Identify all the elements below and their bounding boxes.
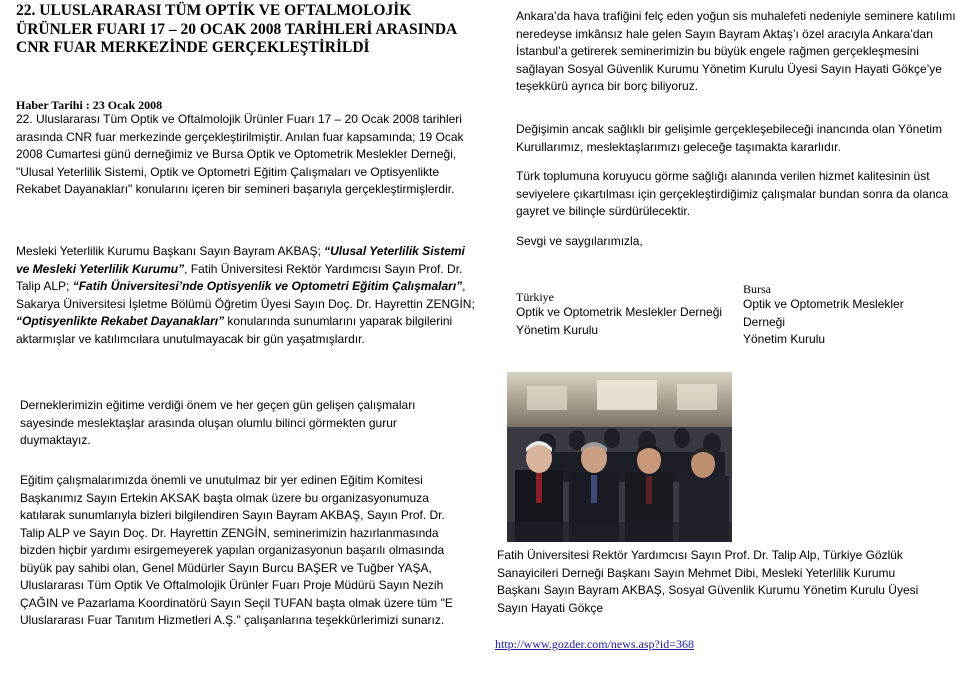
speakers-paragraph (16, 243, 476, 348)
intro-paragraph: 22. Uluslararası Tüm Optik ve Oftalmolojik Ürünler Fuarı 17 – 20 Ocak 2008 tarihleri arasında CNR fuar merkezinde gerçekleştirilmiştir. Anılan fuar kapsamında; 19 Ocak 2008 Cumartesi günü derneğimiz ve Bursa Optik ve Optometrik Meslekler Derneği, "Ulusal Yeterlilik Sistemi, Optik ve Optometri Eğitim Çalışmaları ve Optisyenlikte Rekabet Dayanakları" konularını içeren bir semineri başarıyla gerçekleştirmişlerdir. (16, 112, 464, 196)
fog-paragraph: Ankara’da hava trafiğini felç eden yoğun sis muhalefeti nedeniyle seminere katılımı neredeyse imkânsız hale gelen Sayın Bayram Aktaş’ı özel aracıyla Ankara’dan İstanbul’a getirerek seminerimizin bu büyük engele rağmen gerçekleşmesini sağlayan Sosyal Güvenlik Kurumu Yönetim Kurulu Üyesi Sayın Hayati Gökçe’ye teşekkürü ayrıca bir borç biliyoruz. (516, 9, 956, 93)
signature-right-board: Yönetim Kurulu (743, 332, 826, 346)
signature-left (516, 290, 726, 339)
signature-right-org: Optik ve Optometrik Meslekler Derneği (743, 297, 904, 329)
speakers-closing-text: konularında sunumlarını yaparak bilgilerini aktarmışlar ve katılımcılara unutulmayacak bir gün yaşatmışlardır. (16, 314, 453, 346)
seminar-photo (507, 372, 732, 542)
signature-left-board: Yönetim Kurulu (516, 322, 599, 337)
public-service-paragraph: Türk toplumuna koruyucu görme sağlığı alanında verilen hizmet kalitesinin üst seviyelere çıkartılması için gerçekleştirdiğimiz çalışmalar bundan sonra da olanca gayret ve bilinçle sürdürülecektir. (516, 169, 949, 218)
photo-caption: Fatih Üniversitesi Rektör Yardımcısı Sayın Prof. Dr. Talip Alp, Türkiye Gözlük Sanayicileri Derneği Başkanı Sayın Mehmet Dibi, Mesleki Yeterlilik Kurumu Başkanı Sayın Bayram AKBAŞ, Sosyal Güvenlik Kurumu Yönetim Kurulu Üyesi Sayın Hayati Gökçe (497, 548, 919, 615)
speaker-1-text: Mesleki Yeterlilik Kurumu Başkanı Sayın Bayram AKBAŞ; (16, 244, 325, 258)
change-paragraph: Değişimin ancak sağlıklı bir gelişimle gerçekleşebileceği inancında olan Yönetim Kurullarımız, meslektaşlarımızı geleceğe taşımakta kararlıdır. (516, 122, 942, 154)
speaker-1-topic: “Ulusal Yeterlilik Sistemi ve Mesleki Yeterlilik Kurumu” (16, 244, 465, 276)
signature-right-city: Bursa (743, 282, 771, 296)
thanks-paragraph: Eğitim çalışmalarımızda önemli ve unutulmaz bir yer edinen Eğitim Komitesi Başkanımız Sayın Ertekin AKSAK başta olmak üzere bu organizasyonumuza katılarak sunumlarıyla bizleri bilgilendiren Sayın Bayram AKBAŞ, Sayın Prof. Dr. Talip ALP ve Sayın Doç. Dr. Hayrettin ZENGİN, seminerimizin hazırlanmasında bizden hiçbir yardımı esirgemeyerek yapılan organizasyonun başarılı olmasında büyük pay sahibi olan, Genel Müdürler Sayın Burcu BAŞER ve Tuğber YAŞA, Uluslararası Tüm Optik Ve Oftalmolojik Ürünler Fuarı Proje Müdürü Sayın Nezih ÇAĞIN ve Pazarlama Koordinatörü Sayın Seçil TUFAN başta olmak üzere tüm "E Uluslararası Fuar Tanıtım Hizmetleri A.Ş." çalışanlarına teşekkürlerimizi sunarız. (20, 473, 453, 627)
speaker-3-text: , Sakarya Üniversitesi İşletme Bölümü Öğretim Üyesi Sayın Doç. Dr. Hayrettin ZENGİN; (16, 279, 475, 311)
speaker-3-topic: “Optisyenlikte Rekabet Dayanakları” (16, 314, 225, 328)
article-title: 22. ULUSLARARASI TÜM OPTİK VE OFTALMOLOJİK ÜRÜNLER FUARI 17 – 20 OCAK 2008 TARİHLERİ ARASINDA CNR FUAR MERKEZİNDE GERÇEKLEŞTİRİLDİ (16, 2, 457, 56)
source-link[interactable]: http://www.gozder.com/news.asp?id=368 (495, 637, 694, 651)
closing-line: Sevgi ve saygılarımızla, (516, 234, 643, 248)
speaker-2-topic: “Fatih Üniversitesi’nde Optisyenlik ve Optometri Eğitim Çalışmaları” (72, 279, 463, 293)
signature-left-country: Türkiye (516, 290, 554, 304)
speaker-2-text: , Fatih Üniversitesi Rektör Yardımcısı Sayın Prof. Dr. Talip ALP; (16, 261, 463, 293)
pride-paragraph: Derneklerimizin eğitime verdiği önem ve her geçen gün gelişen çalışmaları sayesinde meslektaşlar arasında oluşan olumlu bilinci görmekten gurur duymaktayız. (20, 398, 416, 447)
signature-right (743, 282, 943, 349)
signature-left-org: Optik ve Optometrik Meslekler Derneği (516, 305, 723, 319)
seminar-audience-illustration (507, 372, 732, 542)
article-date: Haber Tarihi : 23 Ocak 2008 (16, 98, 163, 112)
